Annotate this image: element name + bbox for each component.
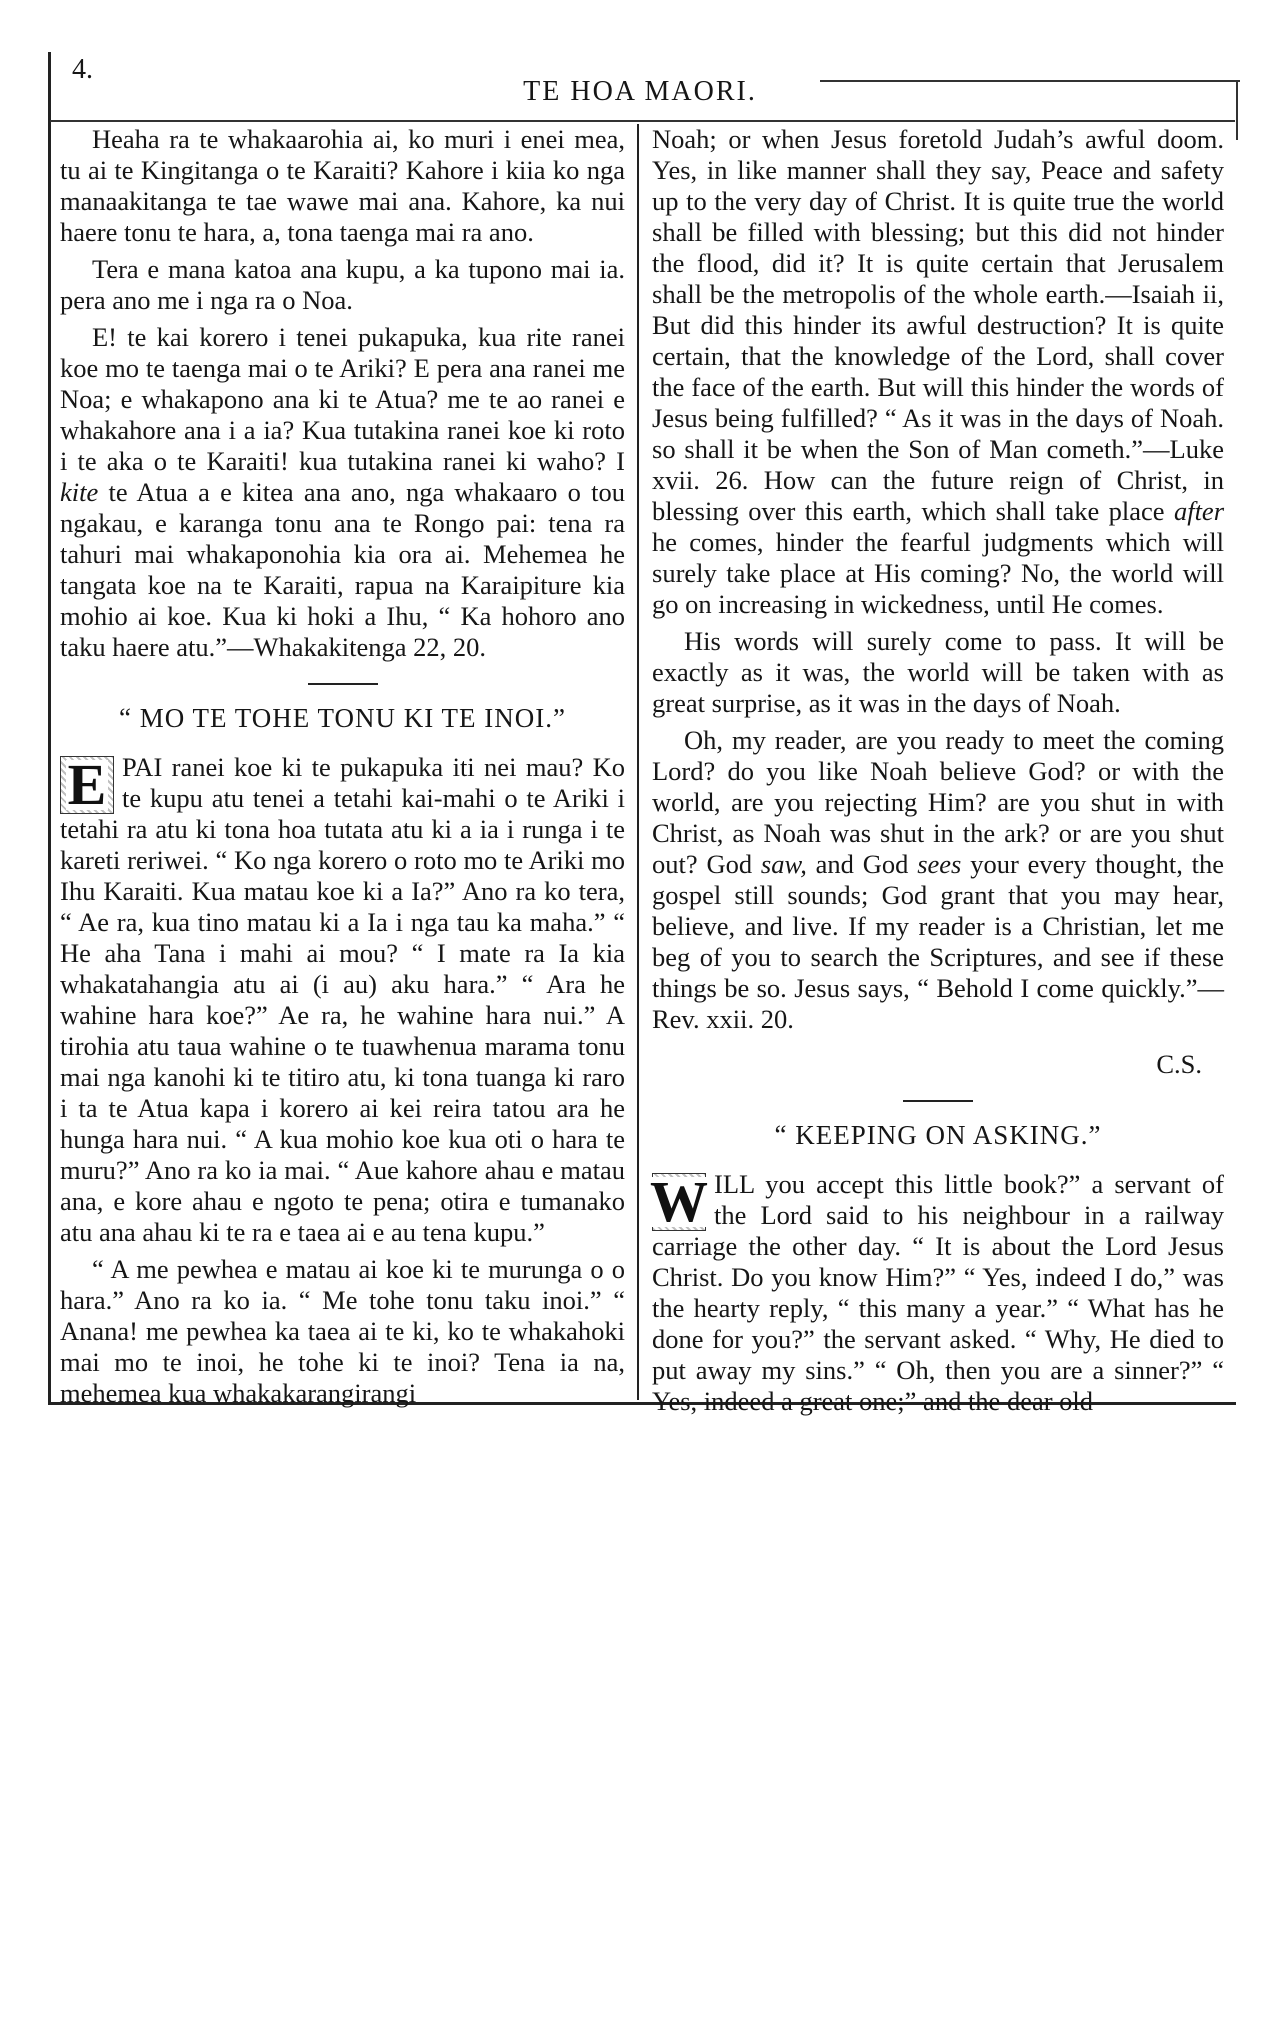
paragraph: Noah; or when Jesus foretold Judah’s awful doom. Yes, in like manner shall they say, Peace and safety up to the very day of Christ. It is quite true the world shall be filled with blessing; but this did not hinder the flood, did it? It is quite certain that Jerusalem shall be the metropolis of the whole earth.—Isaiah ii, But did this hinder its awful destruction? It is quite certain, that the knowledge of the Lord, shall cover the face of the earth. But will this hinder the words of Jesus being fulfilled? “ As it was in the days of Noah. so shall it be when the Son of Man cometh.”—Luke xvii. 26. How can the future reign of Christ, in blessing over this earth, which shall take place after he comes, hinder the fearful judgments which will surely take place at His coming? No, the world will go on increasing in wickedness, until He comes. [652, 124, 1225, 619]
paragraph: Heaha ra te whakaarohia ai, ko muri i enei mea, tu ai te Kingitanga o te Karaiti? Kahore i kiia ko nga manaakitanga te tae wawe mai ana. Kahore, ka nui haere tonu te hara, a, tona taenga mai ra ano. [60, 124, 625, 247]
column-divider [637, 124, 639, 1400]
running-head: TE HOA MAORI. [523, 76, 757, 107]
italic-word: saw, [760, 849, 807, 879]
header-rule [50, 120, 1235, 122]
ornamental-initial-e: E [60, 756, 114, 814]
italic-word: after [1173, 496, 1225, 526]
section-divider [308, 683, 378, 685]
italic-word: sees [917, 849, 962, 879]
paragraph: E! te kai korero i tenei pukapuka, kua rite ranei koe mo te taenga mai o te Ariki? E pera ana ranei me Noa; e whakapono ana ki te Atua? me te ao ranei e whakahore ana i a ia? Kua tutakina ranei koe ki roto i te aka o te Karaiti! kua tutakina ranei ki waho? I kite te Atua a e kitea ana ano, nga whakaaro o tou ngakau, e karanga tonu ana te Rongo pai: tena ra tahuri mai whakaponohia kia ora ai. Mehemea he tangata koe na te Karaiti, rapua na Karaipiture kia mohio ai koe. Kua ki hoki a Ihu, “ Ka hohoro ano taku haere atu.”—Whakakitenga 22, 20. [60, 322, 626, 662]
page-border-left [48, 52, 51, 1402]
paragraph: W ILL you accept this little book?” a servant of the Lord said to his neighbour in a railway carriage the other day. “ It is about the Lord Jesus Christ. Do you know Him?” “ Yes, indeed I do,” was the hearty reply, “ this many a year.” “ What has he done for you?” the servant asked. “ Why, He died to put away my sins.” “ Oh, then you are a sinner?” “ Yes, indeed a great one;” and the dear old [650, 1169, 1224, 1416]
ornamental-initial-w: W [650, 1169, 708, 1234]
italic-word: kite [60, 477, 99, 507]
left-column [60, 124, 625, 1415]
section-heading: “ KEEPING ON ASKING.” [774, 1120, 1102, 1150]
paragraph: His words will surely come to pass. It will be exactly as it was, the world will be taken with as great surprise, as it was in the days of Noah. [652, 626, 1224, 718]
section-heading: “ MO TE TOHE TONU KI TE INOI.” [119, 703, 566, 733]
paragraph: Tera e mana katoa ana kupu, a ka tupono mai ia. pera ano me i nga ra o Noa. [60, 254, 625, 315]
paragraph: E PAI ranei koe ki te pukapuka iti nei mau? Ko te kupu atu tenei a tetahi kai-mahi o te Ariki i tetahi ra atu ki tona hoa tutata atu ki a ia i runga i te kareti reriwei. “ Ko nga korero o roto mo te Ariki mo Ihu Karaiti. Kua matau koe ki a Ia?” Ano ra ko tera, “ Ae ra, kua tino matau ki a Ia i nga tau ka maha.” “ He aha Tana i mahi ai mou? “ I mate ra Ia kia whakatahangia atu ai (i au) aku hara.” “ Ara he wahine hara koe?” Ae ra, he wahine hara nui.” A tirohia atu taua wahine o te tuawhenua marama tonu mai nga kanohi ki te titiro atu, ki tona tuanga ki raro i ta te Atua kapa i korero ai kei reira tatou ara he hunga hara nui. “ A kua mohio koe kua oti o hara te muru?” Ano ra ko ia mai. “ Aue kahore ahau e matau ana, e kore ahau e ngoto te pena; otira e tumanako atu ana ahau ki te ra e taea ai e au tena kupu.” [60, 752, 625, 1247]
paragraph: Oh, my reader, are you ready to meet the coming Lord? do you like Noah believe God? or with the world, are you rejecting Him? are you shut in with Christ, as Noah was shut in the ark? or are you shut out? God saw, and God sees your every thought, the gospel still sounds; God grant that you may hear, believe, and live. If my reader is a Christian, let me beg of you to search the Scriptures, and see if these things be so. Jesus says, “ Behold I come quickly.”—Rev. xxii. 20. [652, 725, 1225, 1034]
section-divider [903, 1100, 973, 1102]
page-number: 4. [72, 54, 93, 85]
signature: C.S. [1156, 1049, 1202, 1079]
paragraph: “ A me pewhea e matau ai koe ki te murunga o o hara.” Ano ra ko ia. “ Me tohe tonu taku inoi.” “ Anana! me pewhea ka taea ai te ki, ko te whakahoki mai mo te inoi, he tohe ki te inoi? Tena ia na, mehemea kua whakakarangirangi [60, 1254, 625, 1408]
right-column [652, 124, 1224, 1423]
